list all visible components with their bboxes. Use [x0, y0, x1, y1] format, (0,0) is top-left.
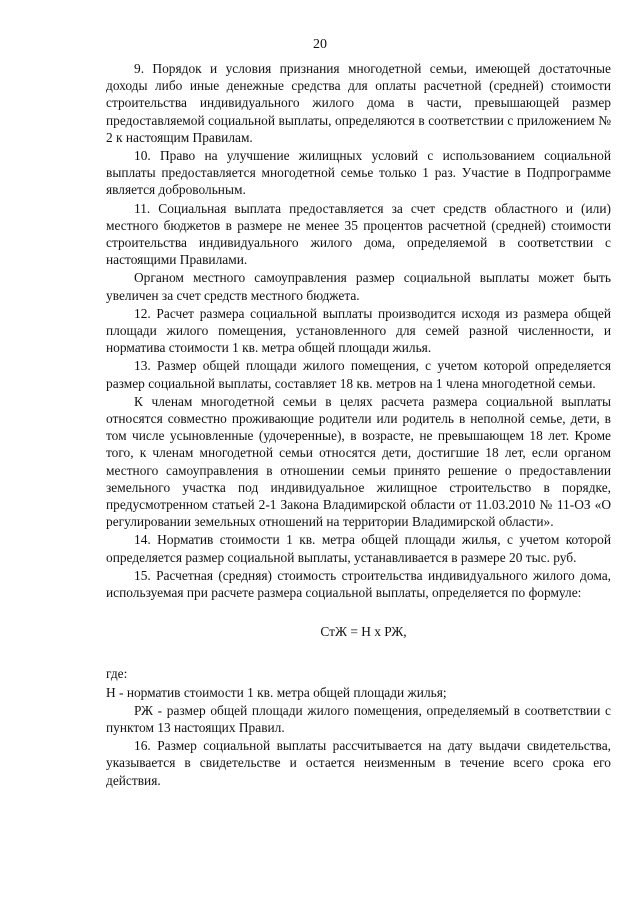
paragraph-11: 11. Социальная выплата предоставляется за счет средств областного и (или) местного бюджетов в размере не менее 35 процентов расчетной (средней) стоимости строительства индивидуального жилого дома, определяемой в соответствии с настоящими Правилами. [106, 200, 611, 268]
paragraph-15: 15. Расчетная (средняя) стоимость строительства индивидуального жилого дома, используемая при расчете размера социальной выплаты, определяется по формуле: [106, 567, 611, 601]
paragraph-10: 10. Право на улучшение жилищных условий с использованием социальной выплаты предоставляется многодетной семье только 1 раз. Участие в Подпрограмме является добровольным. [106, 148, 611, 198]
page-number: 20 [313, 37, 327, 52]
where-label: где: [106, 666, 128, 682]
paragraph-local-budget: Органом местного самоуправления размер социальной выплаты может быть увеличен за счет средств местного бюджета. [106, 270, 611, 303]
definition-rzh: РЖ - размер общей площади жилого помещения, определяемый в соответствии с пунктом 13 настоящих Правил. [106, 702, 611, 735]
formula: СтЖ = Н х РЖ, [320, 624, 407, 640]
paragraph-9: 9. Порядок и условия признания многодетной семьи, имеющей достаточные доходы либо иные денежные средства для оплаты расчетной (средней) стоимости строительства индивидуального жилого дома в части, превышающей размер предоставляемой социальной выплаты, определяются в соответствии с приложением № 2 к настоящим Правилам. [106, 61, 611, 145]
paragraph-family-members: К членам многодетной семьи в целях расчета размера социальной выплаты относятся совместно проживающие родители или родитель в неполной семье, дети, в том числе усыновленные (удочеренные), в возрасте, не превышающем 18 лет. Кроме того, к членам многодетной семьи относятся дети, достигшие 18 лет, если органом местного самоуправления в отношении семьи принято решение о предоставлении земельного участка под индивидуальное жилищное строительство в порядке, предусмотренном статьей 2-1 Закона Владимирской области от 11.03.2010 № 11-ОЗ «О регулировании земельных отношений на территории Владимирской области». [106, 393, 611, 530]
paragraph-16: 16. Размер социальной выплаты рассчитывается на дату выдачи свидетельства, указывается в свидетельстве и остается неизменным в течение всего срока его действия. [106, 738, 611, 788]
paragraph-13: 13. Размер общей площади жилого помещения, с учетом которой определяется размер социальной выплаты, составляет 18 кв. метров на 1 члена многодетной семьи. [106, 358, 611, 391]
document-body [106, 60, 611, 790]
definition-n: Н - норматив стоимости 1 кв. метра общей площади жилья; [106, 684, 447, 700]
paragraph-12: 12. Расчет размера социальной выплаты производится исходя из размера общей площади жилого помещения, установленного для семей разной численности, и норматива стоимости 1 кв. метра общей площади жилья. [106, 305, 611, 356]
paragraph-14: 14. Норматив стоимости 1 кв. метра общей площади жилья, с учетом которой определяется размер социальной выплаты, устанавливается в размере 20 тыс. руб. [106, 532, 611, 565]
